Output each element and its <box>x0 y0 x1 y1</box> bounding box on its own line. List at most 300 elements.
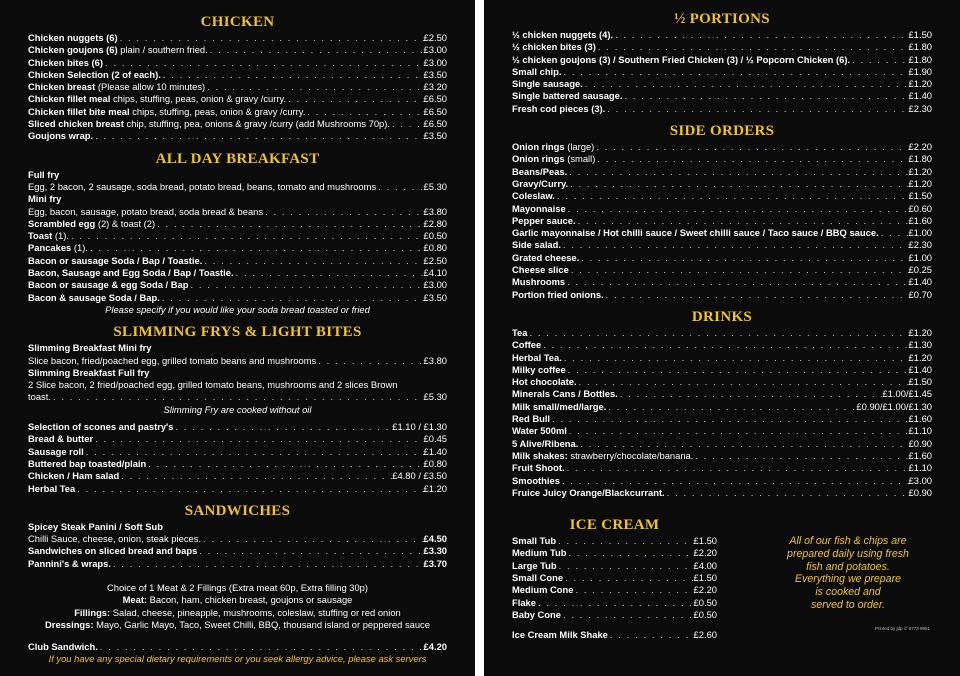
item-name-group <box>512 203 566 215</box>
item-price: £0.90 <box>908 437 932 449</box>
item-name: Grated cheese. <box>512 251 580 263</box>
slimming-full-title: Slimming Breakfast Full fry <box>28 366 150 378</box>
item-name: Sandwiches on sliced bread and baps <box>28 545 198 557</box>
item-name-group <box>512 475 560 487</box>
item-name-group <box>512 609 561 621</box>
breakfast-menu-item <box>28 230 447 242</box>
dot-leader <box>665 487 909 499</box>
breakfast-heading: ALL DAY BREAKFAST <box>155 150 320 167</box>
breakfast-menu-item <box>28 267 447 279</box>
item-price: £1.10 <box>908 462 932 474</box>
light-bite-menu-item <box>28 483 447 495</box>
club-sandwich-row <box>28 641 447 653</box>
item-price: £1.80 <box>908 41 932 53</box>
item-name-group <box>512 547 567 559</box>
drink-menu-item <box>512 364 932 376</box>
fillings-options: Salad, cheese, pineapple, mushrooms, coleslaw, stuffing or red onion <box>112 606 401 618</box>
item-name: Onion rings <box>512 153 565 165</box>
drink-menu-item <box>512 487 932 499</box>
item-name-group <box>28 242 88 254</box>
item-description: (2) & toast (2) <box>97 217 156 229</box>
item-name: Milk shakes: <box>512 449 568 461</box>
chicken-heading: CHICKEN <box>200 14 275 30</box>
ice-cream-heading: ICE CREAM <box>569 517 660 534</box>
ice-cream-menu-item <box>512 609 717 621</box>
dot-leader <box>84 446 424 458</box>
drink-menu-item <box>512 438 932 450</box>
dot-leader <box>286 93 423 105</box>
item-name: Single battered sausage. <box>512 90 623 102</box>
item-name: Goujons wrap. <box>28 130 94 142</box>
item-name: Bacon, Sausage and Egg Soda / Bap / Toastie. <box>28 267 234 279</box>
fish-note-line: Everything we prepare <box>795 573 901 586</box>
item-name-group <box>512 66 562 78</box>
chicken-menu-item <box>28 106 447 118</box>
item-name: Red Bull <box>512 413 551 425</box>
drink-menu-item <box>512 401 932 413</box>
item-price: £1.40 <box>908 276 932 288</box>
item-name-group <box>512 239 561 251</box>
item-price: £1.20 <box>423 482 447 494</box>
item-price: £1.00 <box>908 227 932 239</box>
dot-leader <box>119 470 392 482</box>
item-name-group <box>512 535 556 547</box>
item-price: £2.80 <box>423 217 447 229</box>
item-price: £1.20 <box>908 326 932 338</box>
item-name-group <box>512 289 604 301</box>
dot-leader <box>561 239 909 251</box>
item-price: £6.50 <box>423 93 447 105</box>
item-name: Herbal Tea <box>28 482 76 494</box>
dot-leader <box>568 178 908 190</box>
milkshake-price: £2.60 <box>693 629 717 641</box>
dot-leader <box>567 547 694 559</box>
item-name: Chicken Selection (2 of each). <box>28 68 161 80</box>
item-name: Chicken breast <box>28 81 96 93</box>
item-name: Smoothies <box>512 474 560 486</box>
full-fry-price: £5.30 <box>423 180 447 192</box>
dot-leader <box>594 141 908 153</box>
item-name: Water 500ml <box>512 425 567 437</box>
chicken-menu-item <box>28 69 447 81</box>
dot-leader <box>596 41 909 53</box>
item-name-group <box>28 483 75 495</box>
panini-price: £4.50 <box>423 533 447 545</box>
item-name: Chicken / Ham salad <box>28 470 120 482</box>
dot-leader <box>576 215 909 227</box>
meat-label: Meat: <box>122 594 148 606</box>
item-name: Coleslaw. <box>512 190 555 202</box>
dot-leader <box>98 641 424 653</box>
mini-fry-price: £3.80 <box>423 205 447 217</box>
dot-leader <box>208 44 424 56</box>
item-price: £1.00/£1.45 <box>882 388 932 400</box>
item-name-group <box>512 352 562 364</box>
milkshake-row <box>512 629 717 641</box>
item-name: Fresh cod pieces (3). <box>512 102 606 114</box>
item-price: £3.00 <box>423 56 447 68</box>
item-name: Chicken nuggets (6) <box>28 32 118 43</box>
slimming-full-desc-2: toast. <box>28 391 51 403</box>
item-name-group <box>512 560 557 572</box>
fish-note-line: is cooked and <box>815 586 881 599</box>
item-name-group <box>512 364 566 376</box>
dot-leader <box>88 242 424 254</box>
dot-leader <box>93 433 423 445</box>
dot-leader <box>316 355 423 367</box>
slimming-mini-row <box>28 355 447 367</box>
dot-leader <box>577 376 909 388</box>
item-price: £0.50 <box>693 596 717 608</box>
slimming-note: Slimming Fry are cooked without oil <box>163 403 312 415</box>
item-name-group <box>512 215 576 227</box>
item-name-group <box>28 32 118 44</box>
dot-leader <box>103 57 424 69</box>
item-name-group <box>28 558 111 570</box>
item-name-group <box>512 264 569 276</box>
right-menu-panel <box>484 0 960 676</box>
item-name: Buttered bap toasted/plain <box>28 457 147 469</box>
item-name: Cheese slice <box>512 264 569 276</box>
side-order-menu-item <box>512 141 932 153</box>
breakfast-menu-item <box>28 292 447 304</box>
dot-leader <box>561 609 694 621</box>
fillings-line <box>28 607 447 619</box>
side-order-menu-item <box>512 289 932 301</box>
item-description: (1). <box>54 230 69 242</box>
ice-cream-block <box>512 535 932 641</box>
item-price: £0.60 <box>908 202 932 214</box>
drinks-list <box>512 327 932 499</box>
dot-leader <box>75 483 423 495</box>
item-price: £0.80 <box>423 242 447 254</box>
dot-leader <box>390 118 424 130</box>
item-name: Beans/Peas. <box>512 165 568 177</box>
half-portion-menu-item <box>512 103 932 115</box>
item-price: £6.50 <box>423 118 447 130</box>
item-name: Sausage roll <box>28 445 84 457</box>
half-portions-heading: ½ PORTIONS <box>674 11 770 27</box>
side-order-menu-item <box>512 190 932 202</box>
item-price: £0.50 <box>693 608 717 620</box>
item-name-group <box>512 178 568 190</box>
item-price: £4.80 / £3.50 <box>392 470 447 482</box>
drink-menu-item <box>512 388 932 400</box>
side-order-menu-item <box>512 153 932 165</box>
item-name: ½ chicken bites (3) <box>512 41 596 53</box>
dot-leader <box>161 69 424 81</box>
item-name: Bacon or sausage Soda / Bap / Toastie. <box>28 254 203 266</box>
item-name-group <box>512 584 573 596</box>
light-bite-menu-item <box>28 458 447 470</box>
dot-leader <box>879 227 909 239</box>
dot-leader <box>583 78 909 90</box>
item-price: £1.10 <box>908 425 932 437</box>
item-name-group <box>512 41 596 53</box>
item-name-group <box>28 44 208 56</box>
drink-menu-item <box>512 475 932 487</box>
dot-leader <box>618 388 883 400</box>
item-name: Hot chocolate. <box>512 376 577 388</box>
dot-leader <box>174 421 393 433</box>
dot-leader <box>579 252 908 264</box>
item-name: Small chip. <box>512 65 562 77</box>
item-name-group <box>28 57 103 69</box>
item-name-group <box>28 130 93 142</box>
side-orders-heading: SIDE ORDERS <box>669 123 775 140</box>
item-price: £3.00 <box>423 44 447 56</box>
item-price: £0.45 <box>423 433 447 445</box>
item-name-group <box>512 572 563 584</box>
item-description: strawberry/chocolate/banana. <box>570 449 694 461</box>
item-price: £0.25 <box>908 264 932 276</box>
half-portion-menu-item <box>512 54 932 66</box>
item-name: Mushrooms <box>512 276 566 288</box>
item-price: £1.10 / £1.30 <box>392 421 447 433</box>
dot-leader <box>850 54 908 66</box>
item-description: (Please allow 10 minutes) <box>97 81 206 93</box>
item-name: Bacon & sausage Soda / Bap. <box>28 291 160 303</box>
item-name: Baby Cone <box>512 608 561 620</box>
drink-menu-item <box>512 376 932 388</box>
dot-leader <box>146 458 423 470</box>
item-price: £2.50 <box>423 254 447 266</box>
item-price: £4.00 <box>693 559 717 571</box>
item-name-group <box>512 153 595 165</box>
side-order-menu-item <box>512 178 932 190</box>
item-description: plain / southern fried. <box>120 44 208 56</box>
light-bite-menu-item <box>28 470 447 482</box>
item-name: Fruit Shoot. <box>512 462 565 474</box>
item-price: £1.50 <box>908 29 932 40</box>
item-name: Pannini's & wraps. <box>28 557 111 569</box>
item-price: £3.50 <box>423 68 447 80</box>
dressings-line <box>28 619 447 631</box>
item-price: £1.50 <box>908 376 932 388</box>
dot-leader <box>201 533 424 545</box>
dot-leader <box>557 560 694 572</box>
mini-fry-row <box>28 206 447 218</box>
item-price: £4.10 <box>423 267 447 279</box>
dot-leader <box>578 438 908 450</box>
item-price: £1.20 <box>908 177 932 189</box>
item-price: £3.30 <box>423 545 447 557</box>
slimming-mini-price: £3.80 <box>423 354 447 366</box>
item-name-group <box>512 54 850 66</box>
item-price: £3.50 <box>423 130 447 142</box>
dot-leader <box>566 203 909 215</box>
dot-leader <box>197 545 423 557</box>
item-price: £1.50 <box>908 190 932 202</box>
item-name-group <box>512 487 665 499</box>
item-name-group <box>28 446 84 458</box>
item-name-group <box>512 438 578 450</box>
item-price: £6.50 <box>423 105 447 117</box>
item-name: Chicken fillet bite meal <box>28 105 130 117</box>
item-name: Medium Tub <box>512 547 567 559</box>
fish-note-line: prepared daily using fresh <box>787 547 909 560</box>
item-name-group <box>512 252 579 264</box>
item-name-group <box>512 276 565 288</box>
drink-menu-item <box>512 450 932 462</box>
dot-leader <box>563 572 693 584</box>
item-price: £0.50 <box>423 230 447 242</box>
dot-leader <box>111 558 424 570</box>
item-description: (small) <box>567 153 596 165</box>
dot-leader <box>560 475 909 487</box>
item-price: £0.90 <box>908 486 932 498</box>
item-name: Medium Cone <box>512 584 574 596</box>
half-portion-menu-item <box>512 78 932 90</box>
dot-leader <box>160 292 424 304</box>
dot-leader <box>605 103 908 115</box>
side-orders-list <box>512 141 932 301</box>
item-price: £1.30 <box>908 339 932 351</box>
dot-leader <box>565 276 908 288</box>
full-fry-row <box>28 181 447 193</box>
dot-leader <box>118 32 424 44</box>
item-name: Herbal Tea. <box>512 351 562 363</box>
half-portions-list <box>512 29 932 115</box>
item-name-group <box>28 433 93 445</box>
item-name: Side salad. <box>512 239 561 251</box>
drink-menu-item <box>512 462 932 474</box>
item-price: £0.80 <box>423 457 447 469</box>
item-name-group <box>28 267 234 279</box>
item-name-group <box>512 227 879 239</box>
dot-leader <box>550 413 909 425</box>
item-name: Garlic mayonnaise / Hot chilli sauce / Sweet chilli sauce / Taco sauce / BBQ sauce. <box>512 227 879 239</box>
item-name: Toast <box>28 230 53 242</box>
item-price: £0.70 <box>908 288 932 300</box>
ice-cream-menu-item <box>512 572 717 584</box>
half-portion-menu-item <box>512 29 932 41</box>
dot-leader <box>565 462 909 474</box>
light-bite-menu-item <box>28 421 447 433</box>
printer-credit: Printed by jdp ✆ 8773 9951 <box>874 626 930 631</box>
item-name-group <box>512 327 527 339</box>
slimming-mini-title: Slimming Breakfast Mini fry <box>28 342 152 354</box>
item-name-group <box>512 339 541 351</box>
item-name-group <box>28 93 286 105</box>
chicken-menu-item <box>28 57 447 69</box>
item-name-group <box>512 425 567 437</box>
dot-leader <box>51 391 424 403</box>
dot-leader <box>234 267 424 279</box>
item-name: Mayonnaise <box>512 202 566 214</box>
item-name-group <box>28 470 119 482</box>
item-price: £3.70 <box>423 557 447 569</box>
half-portion-menu-item <box>512 90 932 102</box>
club-sandwich-price: £4.20 <box>423 641 447 653</box>
item-name-group <box>512 401 606 413</box>
dot-leader <box>555 190 909 202</box>
half-portion-menu-item <box>512 41 932 53</box>
chicken-menu-item <box>28 44 447 56</box>
item-price: £1.20 <box>908 351 932 363</box>
side-order-menu-item <box>512 264 932 276</box>
panini-desc: Chilli Sauce, cheese, onion, steak pieces. <box>28 533 202 545</box>
item-price: £2.50 <box>423 32 447 43</box>
chicken-menu-item <box>28 32 447 44</box>
item-name-group <box>28 218 155 230</box>
dot-leader <box>608 629 694 641</box>
item-name: Scrambled egg <box>28 217 96 229</box>
dot-leader <box>567 425 909 437</box>
slimming-heading: SLIMMING FRYS & LIGHT BITES <box>113 324 362 341</box>
side-order-menu-item <box>512 215 932 227</box>
item-name: Pancakes <box>28 242 72 254</box>
item-name: ½ chicken goujons (3) / Southern Fried Chicken (3) / ½ Popcorn Chicken (6). <box>512 53 851 65</box>
dot-leader <box>556 535 693 547</box>
dot-leader <box>562 66 909 78</box>
item-name: ½ chicken nuggets (4). <box>512 29 614 40</box>
item-name-group <box>512 388 618 400</box>
drink-menu-item <box>512 339 932 351</box>
item-name: Coffee <box>512 339 542 351</box>
item-price: £1.50 <box>693 535 717 547</box>
item-name-group <box>28 230 69 242</box>
meat-line <box>28 594 447 606</box>
item-name-group <box>512 90 622 102</box>
item-name: Minerals Cans / Bottles. <box>512 388 618 400</box>
item-name-group <box>512 597 536 609</box>
meat-options: Bacon, ham, chicken breast, goujons or sausage <box>149 594 353 606</box>
dot-leader <box>202 255 423 267</box>
dot-leader <box>573 584 693 596</box>
dot-leader <box>155 218 423 230</box>
item-name-group <box>512 376 577 388</box>
item-price: £1.40 <box>908 363 932 375</box>
item-name-group <box>512 190 555 202</box>
fillings-label: Fillings: <box>74 606 111 618</box>
dot-leader <box>541 339 908 351</box>
side-order-menu-item <box>512 166 932 178</box>
dot-leader <box>305 106 423 118</box>
drink-menu-item <box>512 425 932 437</box>
light-bite-menu-item <box>28 446 447 458</box>
mini-fry-title: Mini fry <box>28 193 62 205</box>
item-name-group <box>28 81 205 93</box>
item-price: £2.20 <box>908 141 932 153</box>
dot-leader <box>567 166 908 178</box>
sandwich-menu-item <box>28 558 447 570</box>
sandwich-menu-item <box>28 545 447 557</box>
dot-leader <box>93 130 423 142</box>
item-price: £3.50 <box>423 291 447 303</box>
item-price: £1.90 <box>908 65 932 77</box>
milkshake-name: Ice Cream Milk Shake <box>512 629 608 641</box>
dot-leader <box>527 327 908 339</box>
item-name-group <box>28 255 202 267</box>
chicken-list <box>28 32 447 143</box>
mini-fry-desc: Egg, bacon, sausage, potato bread, soda bread & beans <box>28 205 264 217</box>
item-name-group <box>28 106 305 118</box>
side-order-menu-item <box>512 276 932 288</box>
drink-menu-item <box>512 327 932 339</box>
item-price: £1.50 <box>693 571 717 583</box>
dot-leader <box>376 181 423 193</box>
item-name-group <box>512 413 550 425</box>
dot-leader <box>188 279 423 291</box>
full-fry-desc: Egg, 2 bacon, 2 sausage, soda bread, potato bread, beans, tomato and mushrooms <box>28 180 377 192</box>
item-name: Portion fried onions. <box>512 288 604 300</box>
item-price: £3.20 <box>423 81 447 93</box>
dot-leader <box>69 230 424 242</box>
fish-note-line: served to order. <box>811 599 885 612</box>
item-name: Onion rings <box>512 141 565 153</box>
item-description: (1). <box>73 242 88 254</box>
